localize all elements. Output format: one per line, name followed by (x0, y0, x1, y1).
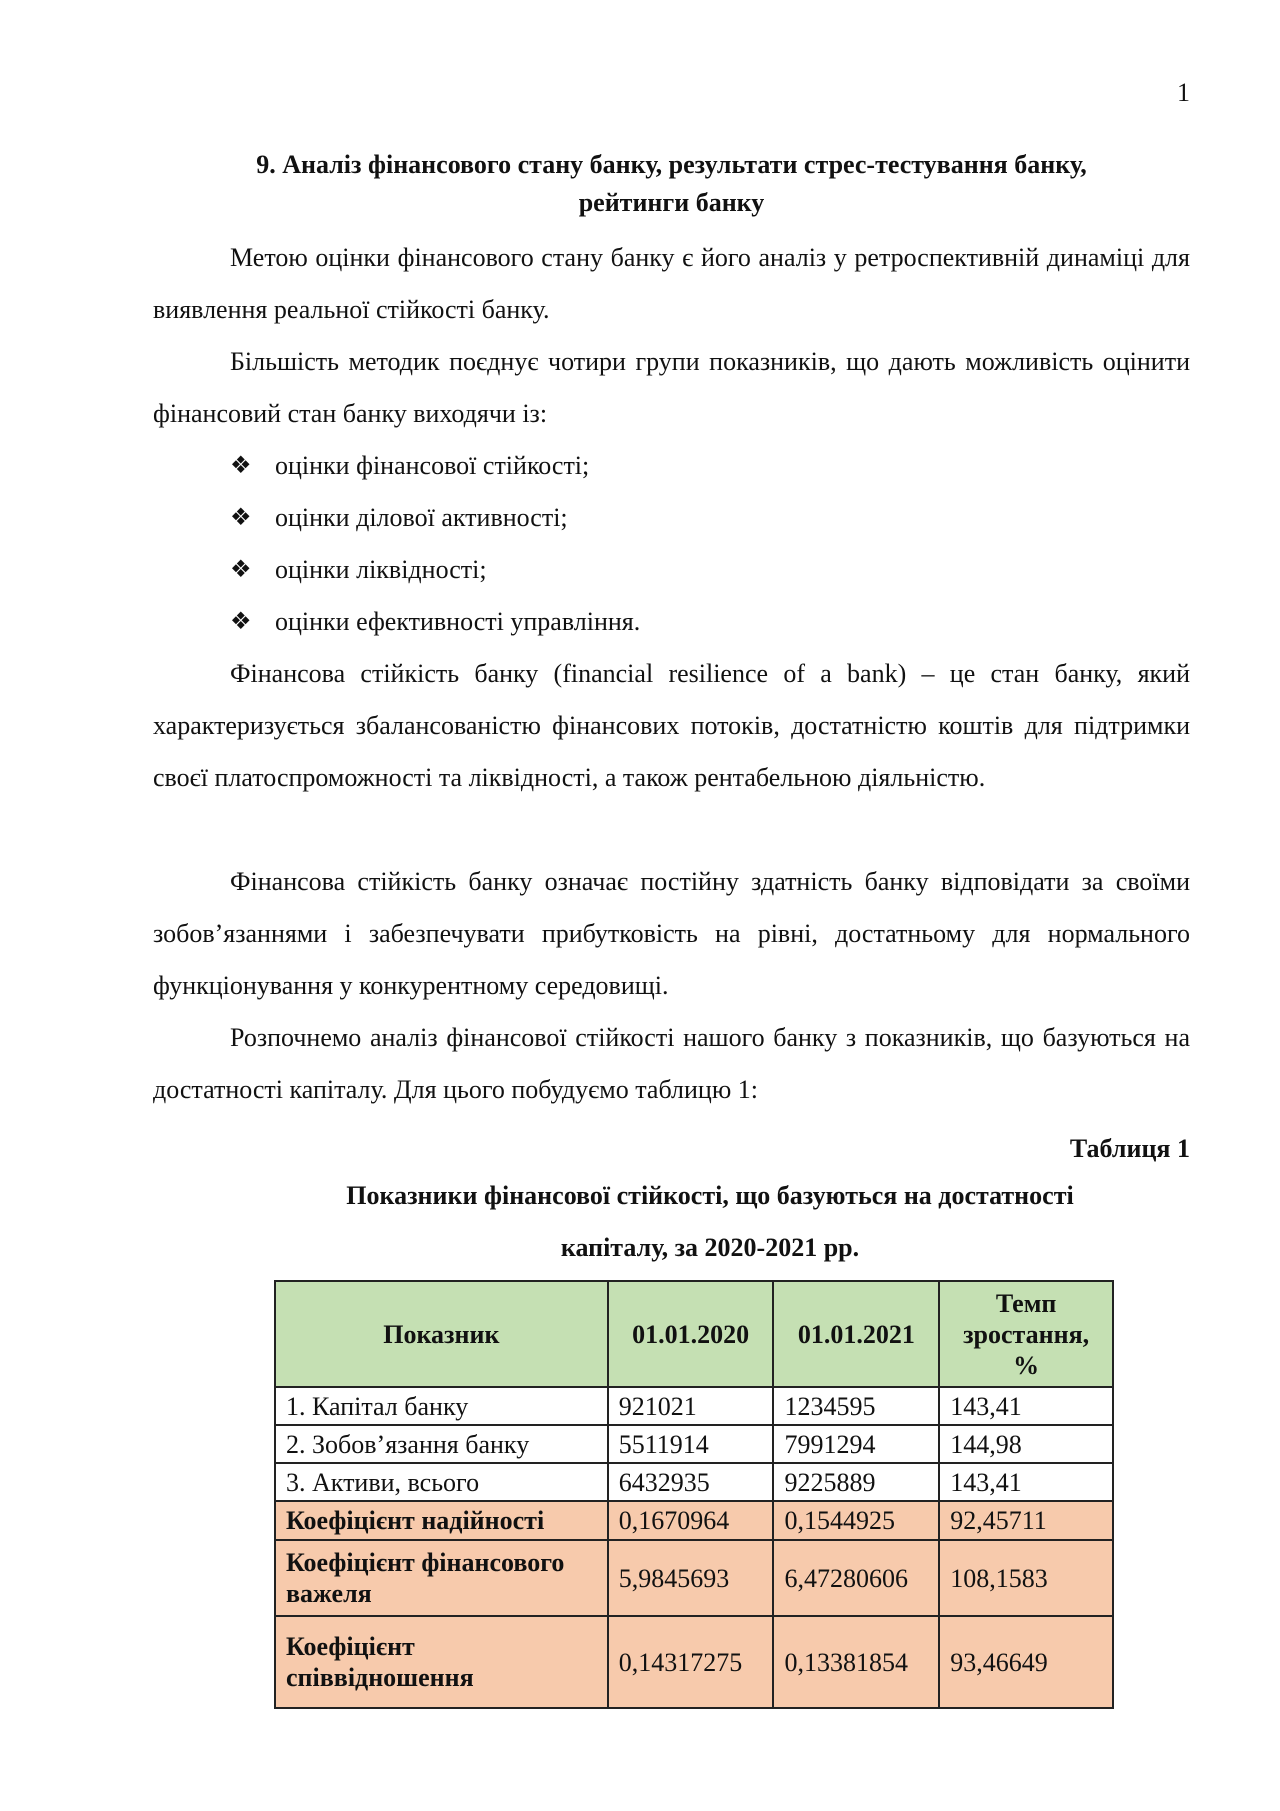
table-cell: 6432935 (608, 1463, 774, 1501)
header-cell: Темп зростання, % (939, 1281, 1113, 1387)
section-heading (153, 146, 1190, 222)
paragraph-3: Фінансова стійкість банку (financial resilience of a bank) – це стан банку, який характеризується збалансованістю фінансових потоків, достатністю коштів для підтримки своєї платоспроможності та ліквідності, а також рентабельною діяльністю. (153, 659, 1190, 792)
table-cell: 108,1583 (939, 1540, 1113, 1616)
list-item-text: оцінки фінансової стійкості; (275, 451, 590, 480)
table-row (275, 1616, 1113, 1708)
table-cell: 0,1544925 (773, 1501, 939, 1540)
table-cell: 93,46649 (939, 1616, 1113, 1708)
bullet-list (153, 440, 1190, 648)
bullet-diamond-icon: ❖ (230, 453, 252, 479)
bullet-diamond-icon: ❖ (230, 609, 252, 635)
list-item (153, 544, 1190, 596)
list-item-text: оцінки ефективності управління. (275, 607, 641, 636)
paragraph-2: Більшість методик поєднує чотири групи показників, що дають можливість оцінити фінансовий стан банку виходячи із: (153, 347, 1190, 428)
table-row (275, 1463, 1113, 1501)
table-cell: Коефіцієнт надійності (275, 1501, 608, 1540)
table-header-row (275, 1281, 1113, 1387)
table-cell: 5511914 (608, 1425, 774, 1463)
paragraph-1: Метою оцінки фінансового стану банку є його аналіз у ретроспективній динаміці для виявлення реальної стійкості банку. (153, 243, 1190, 324)
table-cell: 2. Зобов’язання банку (275, 1425, 608, 1463)
table-cell: 0,14317275 (608, 1616, 774, 1708)
table-cell: 5,9845693 (608, 1540, 774, 1616)
table-cell: 9225889 (773, 1463, 939, 1501)
paragraph-4: Фінансова стійкість банку означає постійну здатність банку відповідати за своїми зобов’язаннями і забезпечувати прибутковість на рівні, достатньому для нормального функціонування у конкурентному середовищі. (153, 867, 1190, 1000)
table-row (275, 1501, 1113, 1540)
list-item (153, 492, 1190, 544)
table-cell: 1. Капітал банку (275, 1387, 608, 1425)
table-cell: 7991294 (773, 1425, 939, 1463)
list-item-text: оцінки ліквідності; (275, 555, 487, 584)
table-row (275, 1425, 1113, 1463)
table-row (275, 1540, 1113, 1616)
table-cell: 3. Активи, всього (275, 1463, 608, 1501)
table-title (230, 1170, 1190, 1274)
table-cell: 143,41 (939, 1463, 1113, 1501)
table-cell: 921021 (608, 1387, 774, 1425)
heading-line-1: 9. Аналіз фінансового стану банку, результати стрес-тестування банку, (256, 150, 1087, 179)
table-cell: Коефіцієнт фінансового важеля (275, 1540, 608, 1616)
list-item (153, 440, 1190, 492)
bullet-diamond-icon: ❖ (230, 557, 252, 583)
table-title-line-1: Показники фінансової стійкості, що базуються на достатності (346, 1181, 1074, 1210)
list-item-text: оцінки ділової активності; (275, 503, 568, 532)
header-cell: Показник (275, 1281, 608, 1387)
page-number: 1 (1177, 78, 1190, 107)
table-title-line-2: капіталу, за 2020-2021 рр. (560, 1233, 860, 1262)
table-cell: 0,1670964 (608, 1501, 774, 1540)
table-cell: 6,47280606 (773, 1540, 939, 1616)
heading-line-2: рейтинги банку (578, 188, 765, 217)
table-row (275, 1387, 1113, 1425)
table-cell: 1234595 (773, 1387, 939, 1425)
header-cell: 01.01.2021 (773, 1281, 939, 1387)
table-cell: 0,13381854 (773, 1616, 939, 1708)
header-cell: 01.01.2020 (608, 1281, 774, 1387)
table-cell: 92,45711 (939, 1501, 1113, 1540)
table-cell: 143,41 (939, 1387, 1113, 1425)
paragraph-5: Розпочнемо аналіз фінансової стійкості нашого банку з показників, що базуються на достатності капіталу. Для цього побудуємо таблицю 1: (153, 1023, 1190, 1104)
indicators-table (274, 1280, 1114, 1709)
table-label: Таблиця 1 (1069, 1134, 1190, 1163)
table-cell: 144,98 (939, 1425, 1113, 1463)
bullet-diamond-icon: ❖ (230, 505, 252, 531)
list-item (153, 596, 1190, 648)
table-cell: Коефіцієнт співвідношення (275, 1616, 608, 1708)
